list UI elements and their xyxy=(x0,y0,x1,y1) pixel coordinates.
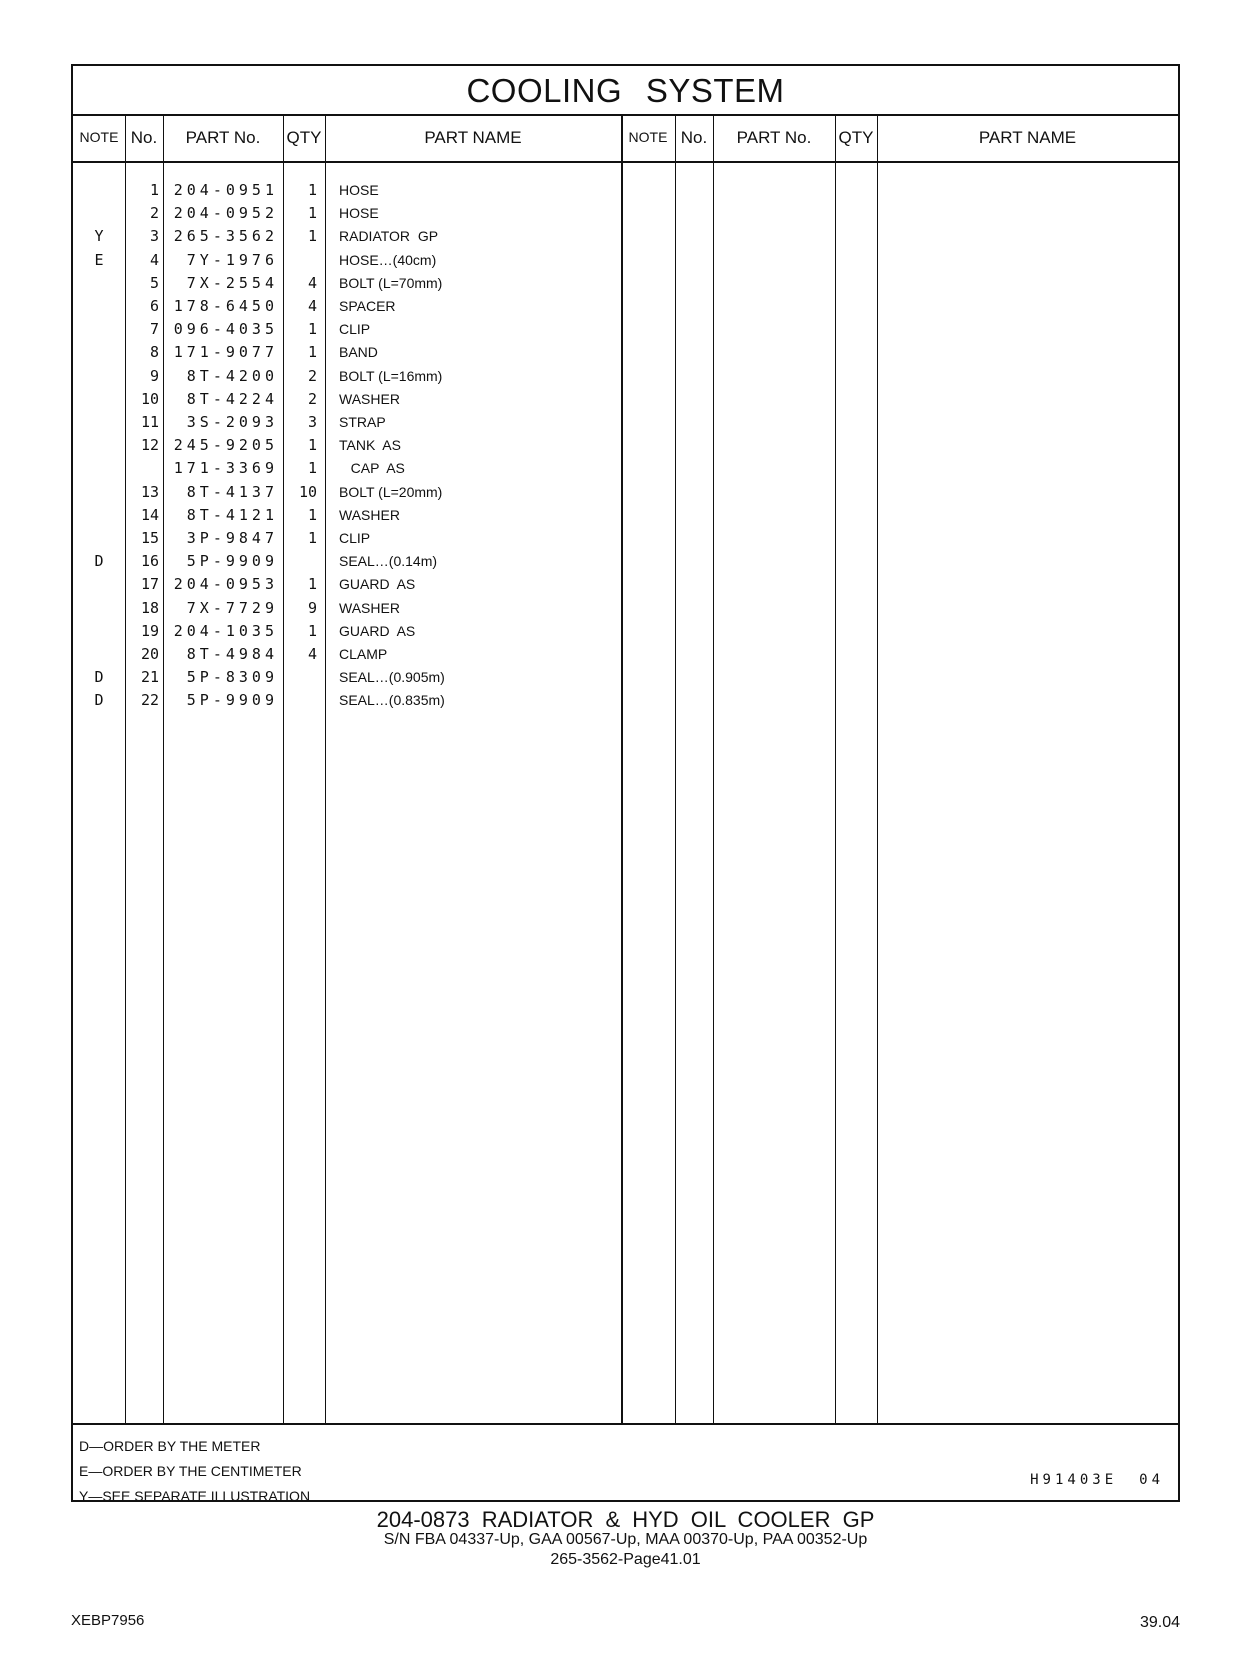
cell-part-name: WASHER xyxy=(339,599,400,616)
page-number: 39.04 xyxy=(1139,1614,1180,1631)
cell-qty: 1 xyxy=(307,227,317,246)
cell-part-no: 8T-4200 xyxy=(186,366,278,385)
table-row xyxy=(73,249,633,272)
cell-part-name: GUARD AS xyxy=(339,576,416,593)
header-note: NOTE xyxy=(79,129,119,145)
cell-item-no: 16 xyxy=(140,552,159,571)
cell-part-name: SEAL…(0.14m) xyxy=(339,553,438,570)
cell-part-no: 5P-9909 xyxy=(186,691,278,710)
cell-item-no: 5 xyxy=(149,273,159,292)
cell-note: D xyxy=(94,552,104,571)
cell-item-no: 14 xyxy=(140,505,159,524)
cell-item-no: 9 xyxy=(149,366,159,385)
cell-item-no: 15 xyxy=(140,529,159,547)
cell-part-name: HOSE xyxy=(339,182,379,198)
cell-item-no: 19 xyxy=(140,621,159,640)
cell-part-no: 5P-8309 xyxy=(186,668,278,687)
cell-item-no: 22 xyxy=(140,691,159,710)
cell-part-no: 3S-2093 xyxy=(186,413,278,431)
footer-divider xyxy=(73,1423,1178,1425)
cell-qty: 10 xyxy=(298,482,317,501)
order-notes xyxy=(79,1434,310,1509)
cell-item-no: 4 xyxy=(149,250,159,269)
cell-part-name: GUARD AS xyxy=(339,622,416,639)
table-row xyxy=(73,388,633,411)
cell-part-no: 8T-4121 xyxy=(186,505,278,524)
header-part-no-right: PART No. xyxy=(736,128,812,147)
note-centimeter: E—ORDER BY THE CENTIMETER xyxy=(79,1463,302,1479)
cell-part-no: 7X-7729 xyxy=(186,598,278,617)
cell-part-name: CLAMP xyxy=(339,646,388,662)
cell-part-name: CLIP xyxy=(339,530,371,546)
table-row xyxy=(73,597,633,620)
cell-qty: 4 xyxy=(307,297,317,315)
cell-item-no: 20 xyxy=(140,645,159,663)
cell-part-no: 204-0951 xyxy=(173,181,278,199)
column-divider xyxy=(713,114,714,1425)
cell-part-name: TANK AS xyxy=(339,437,401,454)
cell-qty: 3 xyxy=(307,413,317,431)
table-row xyxy=(73,341,633,364)
table-row xyxy=(73,411,633,434)
cell-part-no: 171-9077 xyxy=(173,343,278,362)
cell-part-name: STRAP xyxy=(339,414,386,430)
header-part-no: PART No. xyxy=(185,128,261,147)
table-row xyxy=(73,550,633,573)
cell-part-no: 5P-9909 xyxy=(186,552,278,571)
cell-qty: 4 xyxy=(307,273,317,292)
cell-part-name: WASHER xyxy=(339,390,400,407)
table-header xyxy=(73,114,1178,163)
cell-qty: 1 xyxy=(307,343,317,362)
cell-item-no: 10 xyxy=(140,389,159,408)
cell-part-name: CLIP xyxy=(339,321,371,338)
table-title: COOLING SYSTEM xyxy=(73,66,1178,116)
header-part-name: PART NAME xyxy=(424,128,522,147)
cell-qty: 1 xyxy=(307,459,317,478)
cell-part-no: 171-3369 xyxy=(173,459,278,478)
cell-qty: 1 xyxy=(307,505,317,524)
header-qty: QTY xyxy=(286,128,322,147)
cell-item-no: 21 xyxy=(140,668,159,687)
cell-part-no: 178-6450 xyxy=(173,297,278,315)
group-title: 204-0873 RADIATOR & HYD OIL COOLER GP xyxy=(376,1507,875,1532)
table-row xyxy=(73,225,633,248)
drawing-number xyxy=(1030,1472,1164,1488)
cell-qty: 1 xyxy=(307,436,317,455)
cell-part-name: HOSE xyxy=(339,205,379,222)
cell-part-name: WASHER xyxy=(339,506,400,523)
cell-part-no: 8T-4137 xyxy=(186,482,278,501)
table-row xyxy=(73,573,633,596)
cell-item-no: 17 xyxy=(140,575,159,594)
cell-part-name: SEAL…(0.905m) xyxy=(339,669,445,686)
cell-qty: 1 xyxy=(307,621,317,640)
cell-item-no: 6 xyxy=(149,297,159,315)
cell-item-no: 18 xyxy=(140,598,159,617)
parts-table-frame xyxy=(71,64,1180,1502)
cell-qty: 1 xyxy=(307,529,317,547)
document-id: XEBP7956 xyxy=(71,1612,145,1629)
cell-qty: 9 xyxy=(307,598,317,617)
table-row xyxy=(73,434,633,457)
cell-item-no: 2 xyxy=(149,204,159,223)
table-row xyxy=(73,295,633,318)
column-divider xyxy=(877,114,878,1425)
cell-part-name: BOLT (L=16mm) xyxy=(339,367,443,384)
cell-qty: 2 xyxy=(307,389,317,408)
cell-item-no: 13 xyxy=(140,482,159,501)
drawing-code: H91403E xyxy=(1030,1472,1118,1488)
header-no-right: No. xyxy=(680,128,708,147)
cell-note: D xyxy=(94,668,104,687)
table-row xyxy=(73,272,633,295)
cell-part-name: BOLT (L=20mm) xyxy=(339,483,443,500)
cell-part-name: CAP AS xyxy=(339,460,405,477)
cell-part-no: 7X-2554 xyxy=(186,273,278,292)
cell-part-no: 7Y-1976 xyxy=(186,250,278,269)
cell-qty: 1 xyxy=(307,181,317,199)
cell-part-name: SEAL…(0.835m) xyxy=(339,692,445,709)
cell-part-name: BAND xyxy=(339,344,378,361)
header-qty-right: QTY xyxy=(838,128,874,147)
cell-item-no: 7 xyxy=(149,320,159,339)
cell-part-name: HOSE…(40cm) xyxy=(339,251,437,268)
cell-part-name: BOLT (L=70mm) xyxy=(339,274,443,291)
table-row xyxy=(73,457,633,480)
note-illustration: Y—SEE SEPARATE ILLUSTRATION xyxy=(79,1488,311,1504)
cell-part-no: 096-4035 xyxy=(173,320,278,339)
cell-note: Y xyxy=(94,227,104,246)
table-row xyxy=(73,527,633,550)
drawing-revision: 04 xyxy=(1139,1472,1164,1488)
cell-part-no: 8T-4224 xyxy=(186,389,278,408)
cell-part-no: 204-0953 xyxy=(173,575,278,594)
table-row xyxy=(73,202,633,225)
cell-part-no: 3P-9847 xyxy=(186,529,278,547)
table-row xyxy=(73,689,633,712)
table-row xyxy=(73,365,633,388)
header-no: No. xyxy=(130,128,158,147)
cell-part-no: 204-1035 xyxy=(173,621,278,640)
header-part-name-right: PART NAME xyxy=(978,128,1077,147)
table-row xyxy=(73,666,633,689)
header-note-right: NOTE xyxy=(628,129,668,145)
cell-item-no: 3 xyxy=(149,227,159,246)
cell-part-no: 8T-4984 xyxy=(186,645,278,663)
cell-item-no: 11 xyxy=(140,413,159,431)
table-row xyxy=(73,318,633,341)
table-row xyxy=(73,481,633,504)
cell-qty: 1 xyxy=(307,575,317,594)
column-divider xyxy=(835,114,836,1425)
note-meter: D—ORDER BY THE METER xyxy=(79,1438,261,1454)
cell-qty: 1 xyxy=(307,320,317,339)
cell-qty: 2 xyxy=(307,366,317,385)
cell-part-name: RADIATOR GP xyxy=(339,228,439,245)
cell-note: E xyxy=(94,250,104,269)
cell-part-no: 245-9205 xyxy=(173,436,278,455)
cell-item-no: 8 xyxy=(149,343,159,362)
page-reference: 265-3562-Page41.01 xyxy=(550,1551,701,1568)
cell-qty: 1 xyxy=(307,204,317,223)
cell-part-name: SPACER xyxy=(339,298,396,314)
table-row xyxy=(73,179,633,202)
cell-item-no: 1 xyxy=(149,181,159,199)
cell-qty: 4 xyxy=(307,645,317,663)
cell-item-no: 12 xyxy=(140,436,159,455)
table-row xyxy=(73,620,633,643)
table-row xyxy=(73,504,633,527)
column-divider xyxy=(675,114,676,1425)
cell-part-no: 265-3562 xyxy=(173,227,278,246)
table-row xyxy=(73,643,633,666)
cell-note: D xyxy=(94,691,104,710)
cell-part-no: 204-0952 xyxy=(173,204,278,223)
serial-numbers: S/N FBA 04337-Up, GAA 00567-Up, MAA 00370-Up, PAA 00352-Up xyxy=(383,1531,868,1548)
